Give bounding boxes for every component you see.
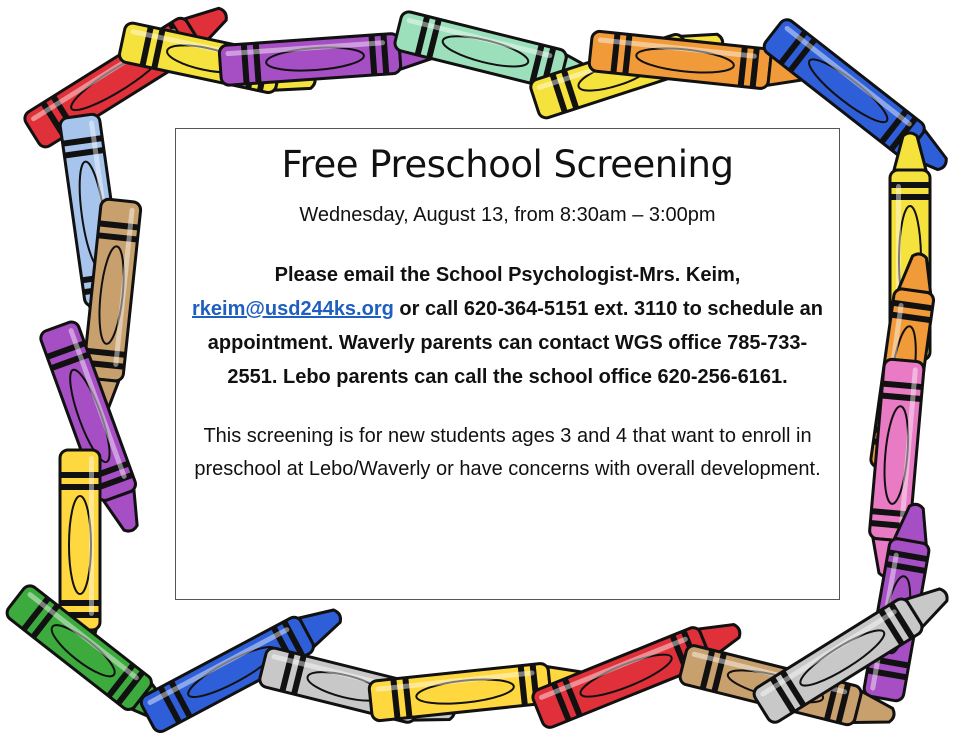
notice-title: Free Preschool Screening [281,143,734,186]
psychologist-email-link[interactable]: rkeim@usd244ks.org [192,298,394,320]
instructions-rest: or call 620-364-5151 ext. 3110 to schedule an appointment. Waverly parents can contact WGS office 785-733-2551. Lebo parents can call the school office 620-256-6161. [207,298,823,388]
contact-instructions [186,258,829,394]
notice-box [175,128,840,600]
screening-details: This screening is for new students ages 3 and 4 that want to enroll in preschool at Lebo/Waverly or have concerns with overall development. [194,425,821,480]
instructions-intro: Please email the School Psychologist-Mrs. Keim, [274,264,741,286]
screening-date: Wednesday, August 13, from 8:30am – 3:00pm [299,204,716,226]
